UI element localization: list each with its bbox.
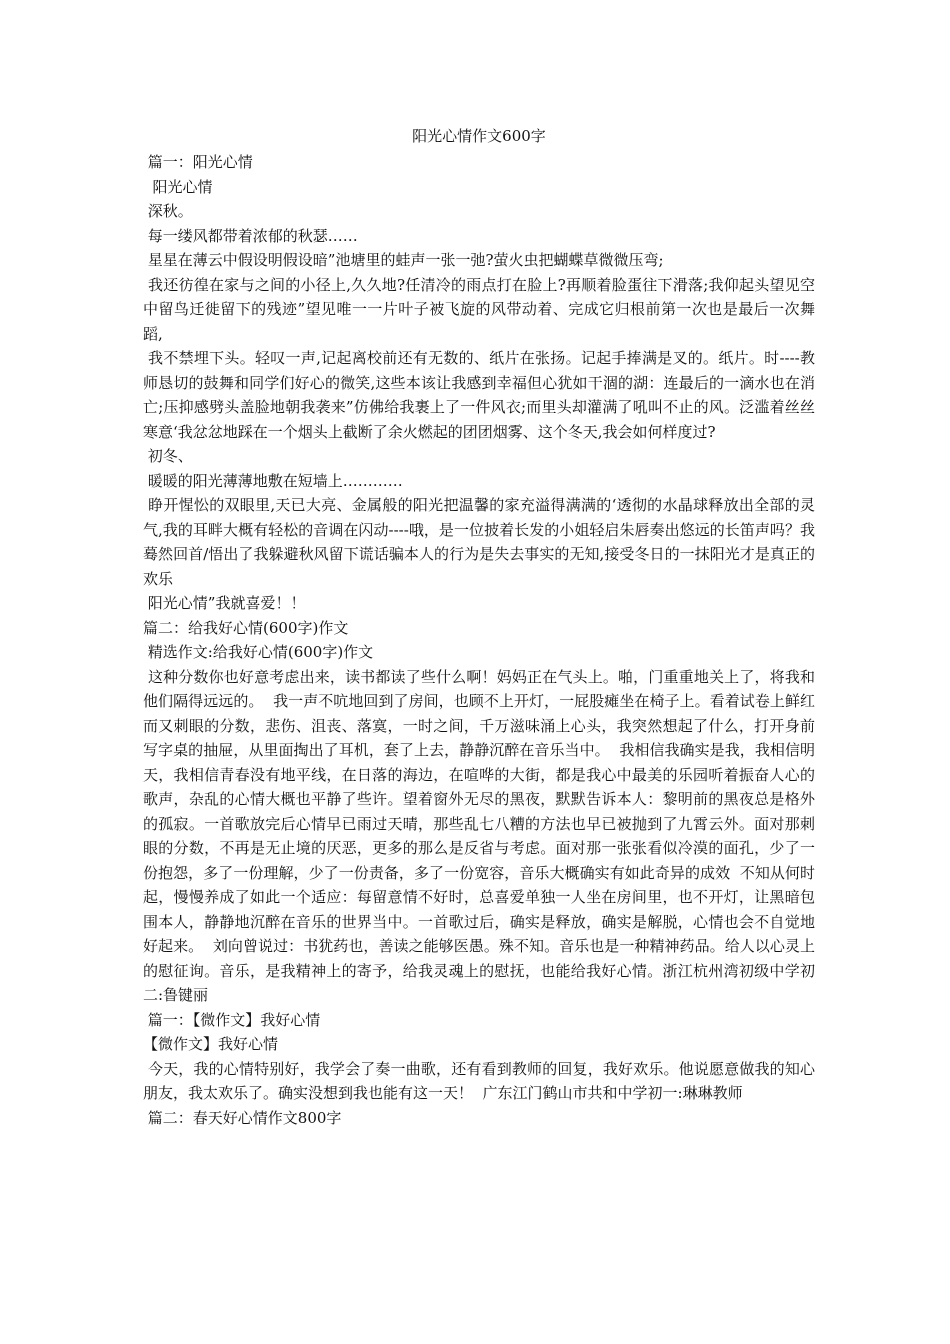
- paragraph: 我还彷徨在家与之间的小径上,久久地?任清冷的雨点打在脸上?再顺着脸蛋往下滑落;我仰起头望见空中留鸟迁徙留下的残迹”望见唯一一片叶子被飞旋的风带动着、完成它归根前第一次也是最后一次舞蹈,: [143, 275, 815, 343]
- essay-title-micro: 【微作文】我好心情: [143, 1035, 279, 1053]
- paragraph: 今天，我的心情特别好，我学会了奏一曲歌，还有看到教师的回复，我好欢乐。他说愿意做我的知心朋友，我太欢乐了。确实没想到我也能有这一天！ 广东江门鹤山市共和中学初一:琳琳教师: [143, 1059, 815, 1102]
- heading-part-1: 篇一：阳光心情: [143, 153, 253, 171]
- paragraph: 每一缕风都带着浓郁的秋瑟……: [143, 226, 358, 245]
- heading-micro-essay: 篇一：【微作文】我好心情: [143, 1010, 321, 1029]
- paragraph: 初冬、: [143, 447, 193, 465]
- paragraph: 这种分数你也好意考虑出来，读书都读了些什么啊！妈妈正在气头上。啪，门重重地关上了，将我和他们隔得远远的。 我一声不吭地回到了房间，也顾不上开灯，一屁股瘫坐在椅子上。看着试卷上鲜红而又刺眼的分数，悲伤、沮丧、落寞，一时之间，千万滋味涌上心头，我突然想起了什么，打开身前写字桌的抽屉，从里面掏出了耳机，套了上去，静静沉醉在音乐当中。 我相信我确实是我，我相信明天，我相信青春没有地平线，在日落的海边，在喧哗的大街，都是我心中最美的乐园听着振奋人心的歌声，杂乱的心情大概也平静了些许。望着窗外无尽的黑夜，默默告诉本人：黎明前的黑夜总是格外的孤寂。一首歌放完后心情早已雨过天晴，那些乱七八糟的方法也早已被抛到了九霄云外。面对那刺眼的分数，不再是无止境的厌恶，更多的那么是反省与考虑。面对那一张张看似冷漠的面孔，少了一份抱怨，多了一份理解，少了一份责备，多了一份宽容，音乐大概确实有如此奇异的成效 不知从何时起，慢慢养成了如此一个适应：每留意情不好时，总喜爱单独一人坐在房间里，也不开灯，让黑暗包围本人，静静地沉醉在音乐的世界当中。一首歌过后，确实是释放，确实是解脱，心情也会不自觉地好起来。 刘向曾说过：书犹药也，善读之能够医愚。殊不知。音乐也是一种精神药品。给人以心灵上的慰征询。音乐，是我精神上的寄予，给我灵魂上的慰抚，也能给我好心情。浙江杭州湾初级中学初二:鲁键丽: [143, 667, 815, 1004]
- document-page: [143, 126, 815, 1130]
- document-title: 阳光心情作文600字: [412, 127, 546, 145]
- paragraph: 阳光心情”我就喜爱！！: [143, 594, 306, 612]
- paragraph: 星星在薄云中假设明假设暗”池塘里的蛙声一张一弛?萤火虫把蝴蝶草微微压弯;: [143, 251, 664, 269]
- essay-subtitle: 精选作文:给我好心情(600字)作文: [143, 643, 374, 661]
- essay-title-sunshine-mood: 阳光心情: [143, 177, 213, 196]
- paragraph: 深秋。: [143, 202, 193, 220]
- heading-part-2: 篇二：给我好心情(600字)作文: [143, 618, 349, 637]
- paragraph: 我不禁埋下头。轻叹一声,记起离校前还有无数的、纸片在张扬。记起手捧满是叉的。纸片。时----教师恳切的鼓舞和同学们好心的微笑,这些本该让我感到幸福但心犹如干涸的湖：连最后的一滴水也在消亡;压抑感劈头盖脸地朝我袭来”仿佛给我裹上了一件风衣;而里头却灌满了吼叫不止的风。泛滥着丝丝寒意‘我忿忿地踩在一个烟头上截断了余火燃起的团团烟雾、这个冬天,我会如何样度过?: [143, 349, 815, 441]
- heading-spring-mood: 篇二：春天好心情作文800字: [143, 1108, 342, 1127]
- paragraph: 睁开惺忪的双眼里,天已大亮、金属般的阳光把温馨的家充溢得满满的‘透彻的水晶球释放出全部的灵气,我的耳畔大概有轻松的音调在闪动----哦，是一位披着长发的小姐轻启朱唇奏出悠远的长笛声吗？我蓦然回首/悟出了我躲避秋风留下谎话骗本人的行为是失去事实的无知,接受冬日的一抹阳光才是真正的欢乐: [143, 496, 815, 588]
- paragraph: 暖暖的阳光薄薄地敷在短墙上…………: [143, 471, 403, 490]
